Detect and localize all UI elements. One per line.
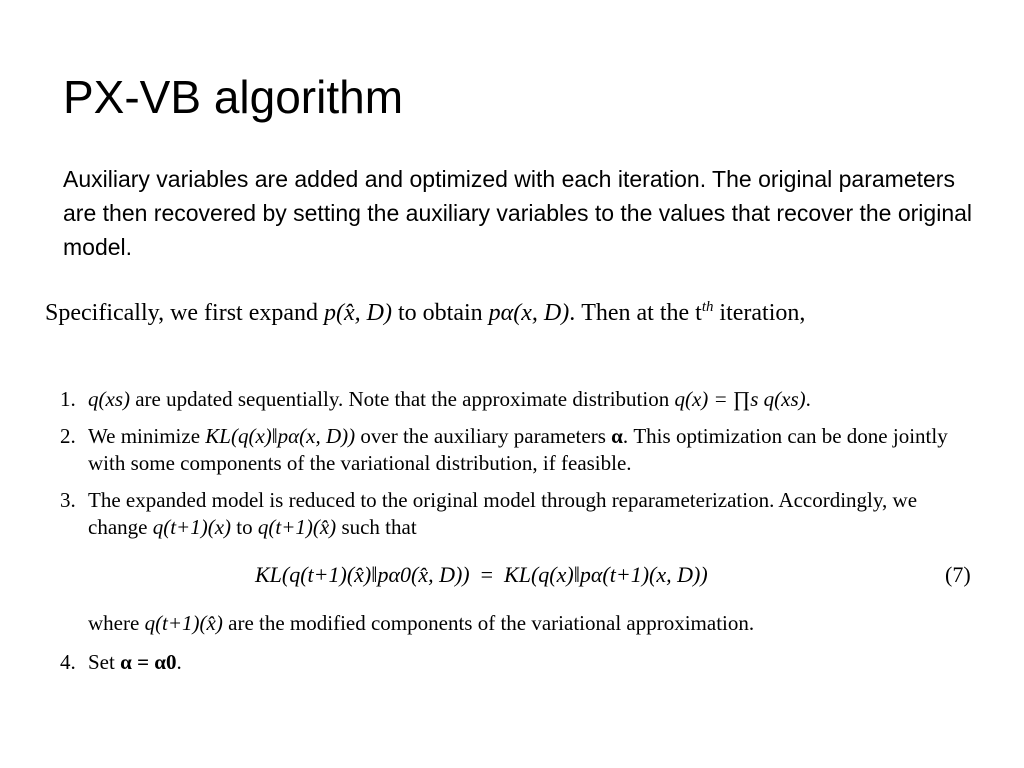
lead-text-4: iteration, <box>713 300 806 326</box>
lead-sup-th: th <box>701 299 714 315</box>
step-text: . This optimization can be done jointly with some components of the variational distribution, if feasible. <box>88 424 948 475</box>
lead-text-2: to obtain <box>391 300 489 326</box>
lead-sentence <box>45 300 805 327</box>
step-math: α = α0 <box>120 650 177 674</box>
step-body <box>88 423 978 477</box>
step-text: to <box>231 515 258 539</box>
intro-paragraph: Auxiliary variables are added and optimized with each iteration. The original parameters are then recovered by setting the auxiliary variables to the values that recover the original model. <box>63 166 973 260</box>
step-text: are updated sequentially. Note that the approximate distribution <box>129 387 675 411</box>
step-text: We minimize <box>88 424 206 448</box>
step-number: 2. <box>60 424 76 448</box>
step-math: q(x) = ∏s q(xs) <box>674 387 806 411</box>
step-number: 4. <box>60 650 76 674</box>
step-text: such that <box>336 515 417 539</box>
where-text: where <box>88 611 145 635</box>
step-4 <box>60 649 980 679</box>
step-body <box>88 649 978 676</box>
lead-math-1: p(x̂, D) <box>324 300 392 326</box>
lead-math-2: pα(x, D) <box>488 300 570 326</box>
step-math: α <box>611 424 623 448</box>
where-math: q(t+1)(x̂) <box>144 611 223 635</box>
equals-sign: = <box>475 562 499 587</box>
lead-text-1: Specifically, we first expand <box>45 300 325 326</box>
step-text: Set <box>88 650 121 674</box>
step-body <box>88 386 978 413</box>
equation-number: (7) <box>945 562 971 587</box>
where-text: are the modified components of the variational approximation. <box>222 611 755 635</box>
step-math: q(xs) <box>88 387 130 411</box>
step-text: . <box>176 650 182 674</box>
slide-title: PX-VB algorithm <box>63 71 404 123</box>
step-body <box>88 487 978 541</box>
step-text: over the auxiliary parameters <box>355 424 612 448</box>
step-math: q(t+1)(x) <box>152 515 232 539</box>
where-line <box>88 611 754 636</box>
step-text: The expanded model is reduced to the original model through reparameterization. Accordingly, we change <box>88 488 918 539</box>
equation-lhs: KL(q(t+1)(x̂)‖pα0(x̂, D)) <box>255 562 470 587</box>
equation-7 <box>255 562 708 588</box>
step-3 <box>60 487 980 543</box>
step-2 <box>60 423 980 479</box>
step-math: q(t+1)(x̂) <box>257 515 337 539</box>
equation-rhs: KL(q(x)‖pα(t+1)(x, D)) <box>504 562 708 587</box>
step-number: 3. <box>60 488 76 512</box>
lead-text-3: . Then at the t <box>569 300 702 326</box>
step-1 <box>60 386 980 416</box>
step-math: KL(q(x)‖pα(x, D)) <box>205 424 356 448</box>
step-number: 1. <box>60 387 76 411</box>
step-text: . <box>805 387 811 411</box>
